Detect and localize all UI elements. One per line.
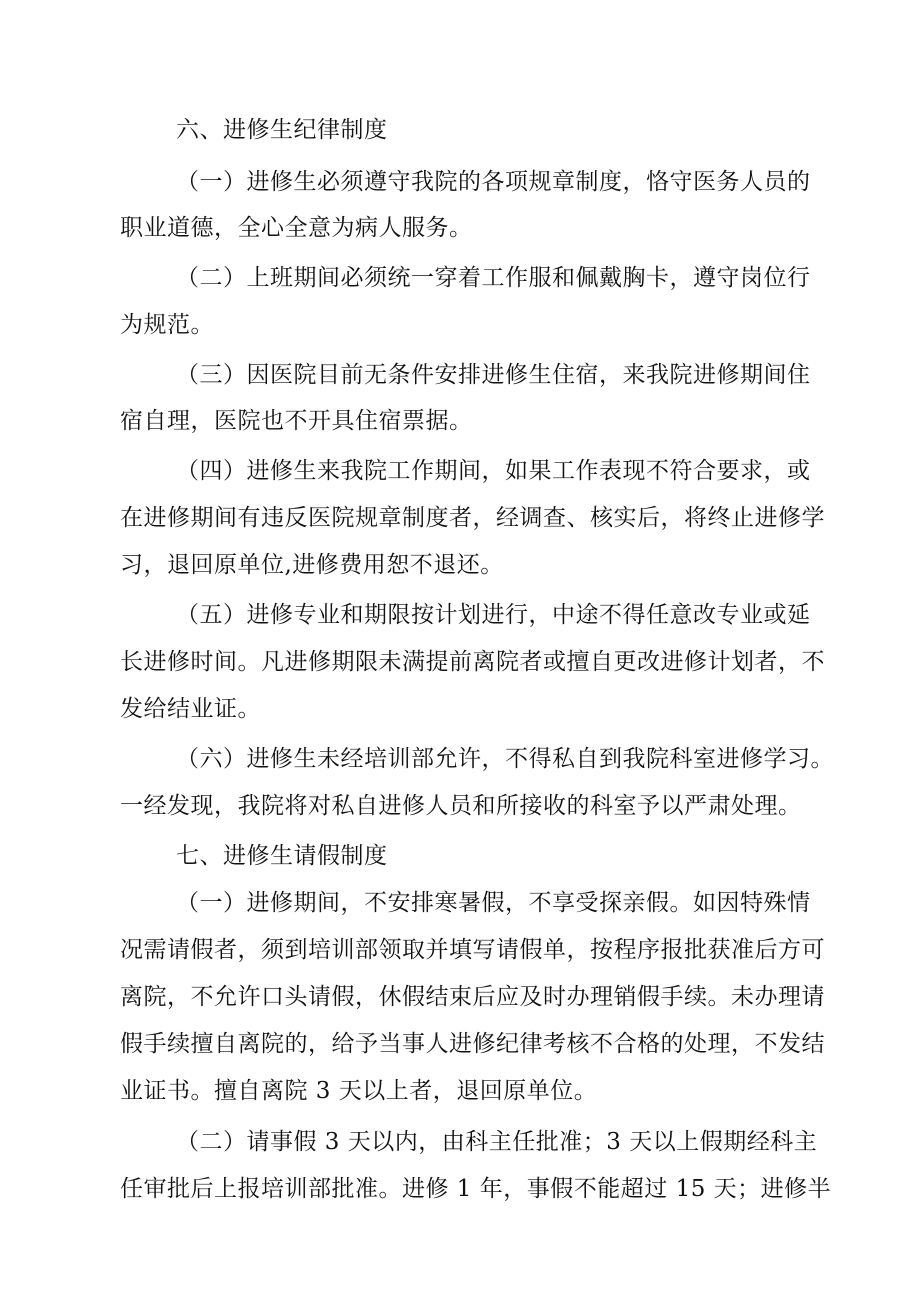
section-6-item-6-line-2: 一经发现，我院将对私自进修人员和所接收的科室予以严肃处理。 xyxy=(120,793,802,819)
section-6-item-5-line-1: （五）进修专业和期限按计划进行，中途不得任意改专业或延 xyxy=(176,602,811,628)
section-6-item-4-line-3: 习，退回原单位,进修费用恕不退还。 xyxy=(120,552,504,578)
section-7-item-2-line-1: （二）请事假 3 天以内，由科主任批准；3 天以上假期经科主 xyxy=(176,1129,818,1155)
section-6-item-1-line-1: （一）进修生必须遵守我院的各项规章制度，恪守医务人员的 xyxy=(176,169,811,195)
section-7-item-1-line-3: 离院，不允许口头请假，休假结束后应及时办理销假手续。未办理请 xyxy=(120,984,825,1010)
section-7-item-1-line-1: （一）进修期间，不安排寒暑假，不享受探亲假。如因特殊情 xyxy=(176,890,811,916)
section-6-item-5-line-3: 发给结业证。 xyxy=(120,696,261,722)
section-6-item-1-line-2: 职业道德，全心全意为病人服务。 xyxy=(120,215,473,241)
section-6-item-2-line-2: 为规范。 xyxy=(120,312,214,338)
section-7-item-1-line-5: 业证书。擅自离院 3 天以上者，退回原单位。 xyxy=(120,1078,598,1104)
section-6-item-3-line-1: （三）因医院目前无条件安排进修生住宿，来我院进修期间住 xyxy=(176,362,811,388)
section-6-item-4-line-2: 在进修期间有违反医院规章制度者，经调查、核实后，将终止进修学 xyxy=(120,505,825,531)
section-7-item-1-line-2: 况需请假者，须到培训部领取并填写请假单，按程序报批获准后方可 xyxy=(120,937,825,963)
section-7-item-2-line-2: 任审批后上报培训部批准。进修 1 年，事假不能超过 15 天；进修半 xyxy=(120,1176,832,1202)
section-6-item-5-line-2: 长进修时间。凡进修期限未满提前离院者或擅自更改进修计划者，不 xyxy=(120,649,825,675)
section-7-item-1-line-4: 假手续擅自离院的，给予当事人进修纪律考核不合格的处理，不发结 xyxy=(120,1031,825,1057)
section-6-item-2-line-1: （二）上班期间必须统一穿着工作服和佩戴胸卡，遵守岗位行 xyxy=(176,265,811,291)
section-6-heading: 六、进修生纪律制度 xyxy=(176,117,388,143)
section-7-heading: 七、进修生请假制度 xyxy=(176,843,388,869)
section-6-item-3-line-2: 宿自理，医院也不开具住宿票据。 xyxy=(120,408,473,434)
section-6-item-6-line-1: （六）进修生未经培训部允许，不得私自到我院科室进修学习。 xyxy=(176,746,834,772)
section-6-item-4-line-1: （四）进修生来我院工作期间，如果工作表现不符合要求，或 xyxy=(176,458,811,484)
